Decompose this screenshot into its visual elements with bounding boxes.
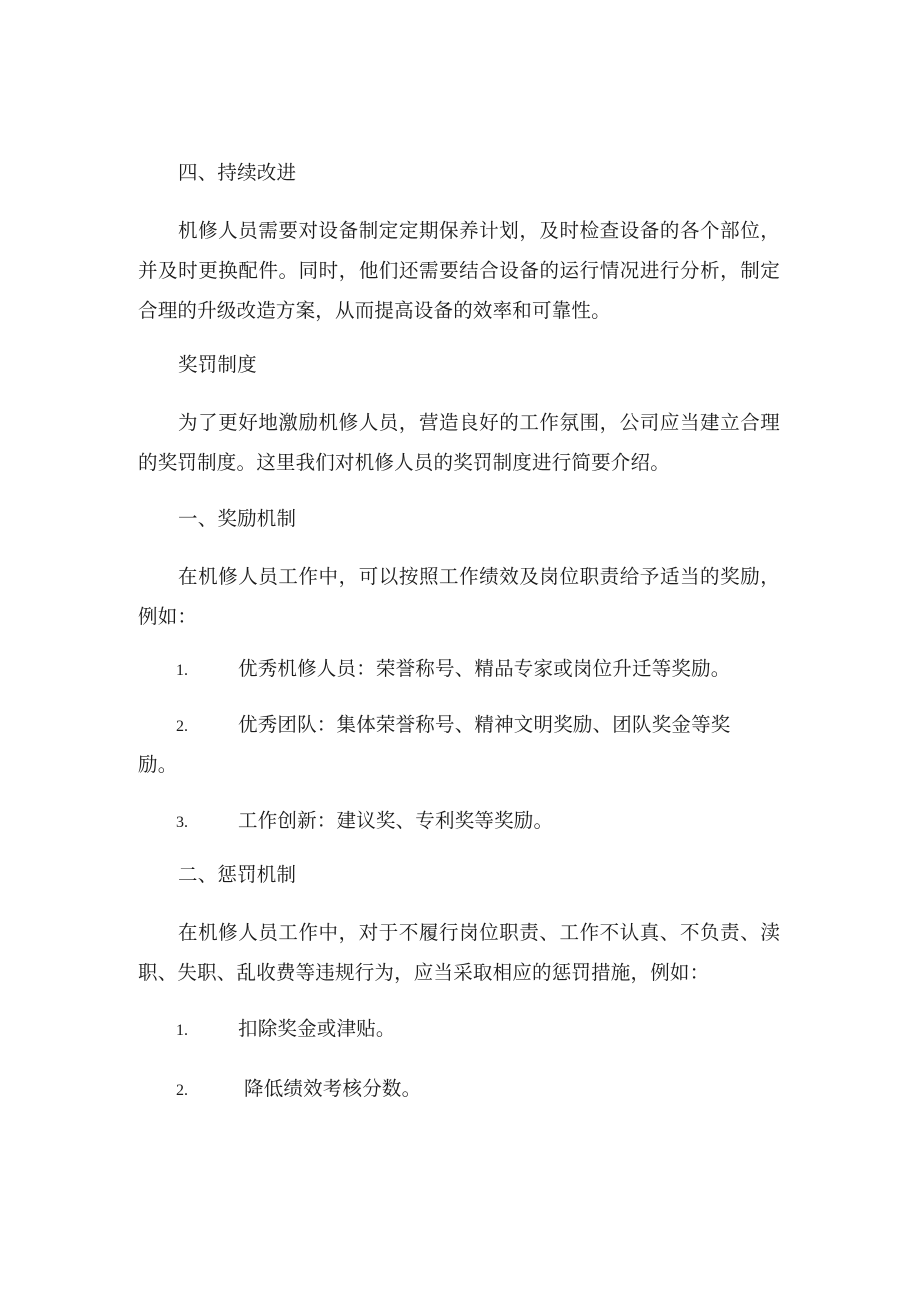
- reward-item-2-text-continued: 励。: [138, 753, 178, 776]
- reward-item-1-text: 优秀机修人员：荣誉称号、精品专家或岗位升迁等奖励。: [238, 657, 731, 680]
- reward-mechanism-heading: 一、奖励机制: [178, 507, 297, 530]
- punishment-mechanism-heading: 二、惩罚机制: [178, 863, 297, 886]
- section-4-heading: 四、持续改进: [178, 161, 297, 184]
- punishment-item-1-number: 1.: [176, 1022, 188, 1039]
- section-4-paragraph-line-1: 机修人员需要对设备制定定期保养计划，及时检查设备的各个部位，: [178, 219, 780, 242]
- section-4-paragraph-line-2: 并及时更换配件。同时，他们还需要结合设备的运行情况进行分析，制定: [138, 259, 780, 282]
- punishment-paragraph-line-2: 职、失职、乱收费等违规行为，应当采取相应的惩罚措施，例如：: [138, 961, 710, 984]
- reward-punishment-intro-line-1: 为了更好地激励机修人员，营造良好的工作氛围，公司应当建立合理: [178, 411, 780, 434]
- punishment-item-2-number: 2.: [176, 1082, 188, 1099]
- reward-item-2-text: 优秀团队：集体荣誉称号、精神文明奖励、团队奖金等奖: [238, 713, 731, 736]
- punishment-item-2-text: 降低绩效考核分数。: [244, 1077, 422, 1100]
- punishment-paragraph-line-1: 在机修人员工作中，对于不履行岗位职责、工作不认真、不负责、渎: [178, 921, 780, 944]
- reward-punishment-intro-line-2: 的奖罚制度。这里我们对机修人员的奖罚制度进行简要介绍。: [138, 451, 670, 474]
- reward-paragraph-line-2: 例如：: [138, 605, 198, 628]
- section-4-paragraph-line-3: 合理的升级改造方案，从而提高设备的效率和可靠性。: [138, 299, 611, 322]
- punishment-item-1-text: 扣除奖金或津贴。: [238, 1017, 396, 1040]
- reward-item-3-text: 工作创新：建议奖、专利奖等奖励。: [238, 809, 554, 832]
- reward-paragraph-line-1: 在机修人员工作中，可以按照工作绩效及岗位职责给予适当的奖励，: [178, 565, 780, 588]
- reward-item-2-number: 2.: [176, 718, 188, 735]
- reward-punishment-heading: 奖罚制度: [178, 353, 257, 376]
- reward-item-3-number: 3.: [176, 814, 188, 831]
- reward-item-1-number: 1.: [176, 662, 188, 679]
